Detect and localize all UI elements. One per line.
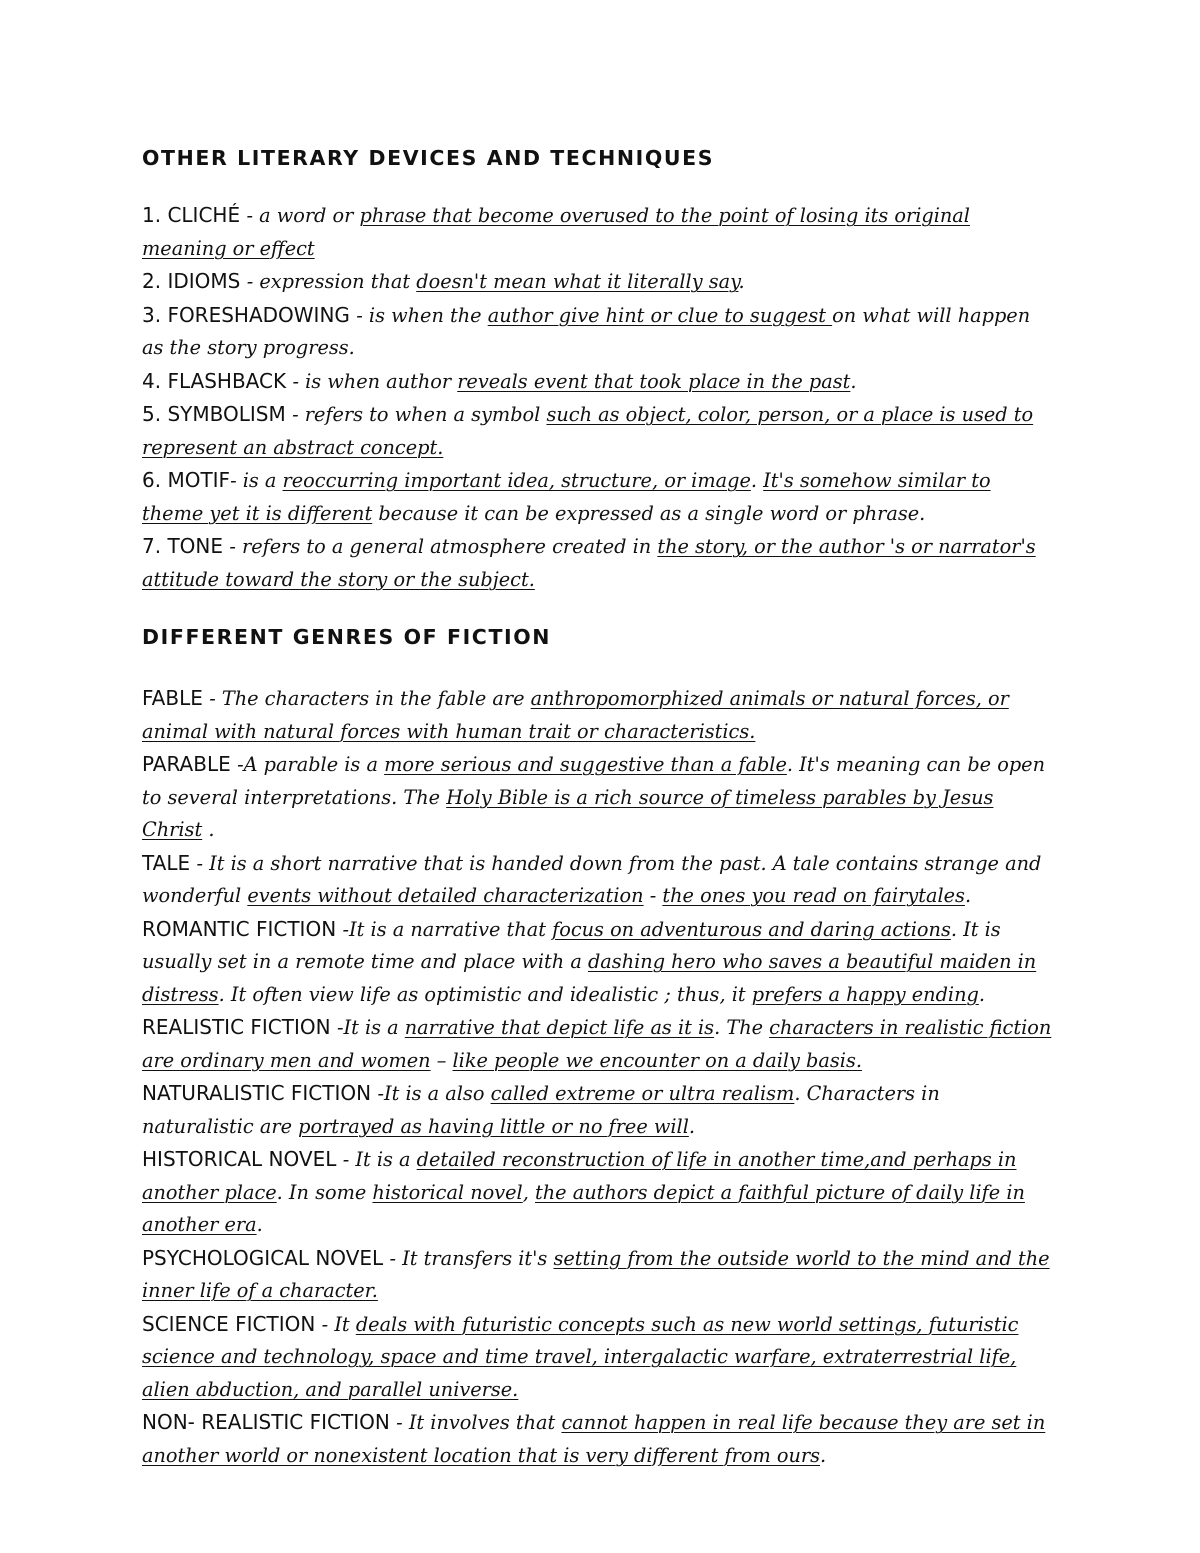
definition-text: - is when author — [292, 369, 458, 393]
underlined-text: author give hint or clue to suggest — [487, 303, 833, 327]
underlined-text: the story, or the author 's or narrator's attitude toward the story or the subject. — [142, 535, 1036, 591]
entry-tale — [142, 847, 1057, 913]
definition-text: - is a — [230, 469, 283, 492]
term-label: 1. CLICHÉ — [142, 203, 247, 227]
underlined-text: Holy Bible is a rich source of timeless parables by Jesus Christ — [142, 785, 994, 841]
term-label: SCIENCE FICTION — [142, 1311, 322, 1336]
definition-text: . It is usually set in a remote time and place with a — [142, 917, 1001, 973]
entry-tone — [142, 530, 1057, 596]
underlined-text: detailed reconstruction of life in another time,and perhaps in another place — [142, 1148, 1017, 1204]
underlined-text: more serious and suggestive than a fable — [384, 753, 787, 776]
underlined-text: anthropomorphized animals or natural forces, or animal with natural forces with human trait or characteristics. — [142, 687, 1009, 743]
definition-text: because it can be expressed as a single word or phrase. — [372, 501, 926, 525]
underlined-text: cannot happen in real life because they are set in another world or nonexistent location that is very different from ours — [142, 1411, 1046, 1467]
underlined-text: focus on adventurous and daring actions — [552, 917, 951, 941]
definition-text: - It is a — [342, 1148, 417, 1171]
definition-text: - It — [321, 1312, 356, 1336]
underlined-text: such as object, color, person, or a place is used to represent an abstract concept. — [142, 403, 1034, 459]
definition-text: . It's meaning can be open to several interpretations. The — [142, 753, 1046, 809]
definition-text: -A parable is a — [237, 753, 385, 776]
entry-science-fiction — [142, 1308, 1057, 1407]
term-label: FABLE — [142, 686, 210, 710]
definition-text: . — [202, 818, 215, 841]
definition-text: . — [978, 982, 985, 1006]
entry-foreshadowing — [142, 299, 1057, 365]
underlined-text: reveals event that took place in the past — [457, 369, 851, 393]
definition-text: . — [820, 1443, 827, 1467]
definition-text: - a word or — [246, 204, 360, 227]
definition-text: , — [522, 1180, 535, 1204]
term-label: 6. MOTIF — [142, 468, 231, 492]
term-label: REALISTIC FICTION — [142, 1015, 337, 1039]
definition-text: -It is a narrative that — [342, 917, 553, 941]
entry-fable — [142, 682, 1057, 748]
underlined-text: It's somehow similar to theme yet it is different — [142, 469, 991, 525]
underlined-text: dashing hero who saves a beautiful maiden in distress — [142, 950, 1037, 1006]
entry-realistic-fiction — [142, 1011, 1057, 1077]
underlined-text: prefers a happy ending — [751, 982, 979, 1006]
underlined-text: setting from the outside world to the mind and the inner life of a character. — [142, 1246, 1050, 1302]
underlined-text: deals with futuristic concepts such as new world settings, futuristic science and technology, space and time travel, intergalactic warfare, extraterrestrial life, alien abduction, and parallel universe. — [142, 1312, 1019, 1401]
underlined-text: doesn't mean what it literally say — [416, 270, 739, 293]
definition-text: . In some — [276, 1180, 373, 1204]
definition-text: - It is a short narrative that is handed down from the past. A tale contains strange and wonderful — [142, 851, 1042, 907]
entry-cliche — [142, 199, 1057, 265]
definition-text: – — [430, 1048, 453, 1072]
term-label: 3. FORESHADOWING — [142, 302, 357, 327]
entry-symbolism — [142, 398, 1057, 464]
underlined-text: characters in realistic fiction are ordinary men and women — [142, 1016, 1052, 1072]
definition-text: -It is a also — [377, 1082, 491, 1105]
definition-text: - expression that — [246, 270, 417, 293]
term-label: TALE — [142, 850, 197, 875]
underlined-text: the authors depict a faithful picture of daily life in another era — [142, 1180, 1025, 1236]
section-heading-genres-of-fiction: DIFFERENT GENRES OF FICTION — [142, 625, 552, 649]
document-page — [142, 140, 1057, 1472]
definition-text: - is when the — [356, 303, 488, 327]
entry-psychological-novel — [142, 1242, 1057, 1308]
definition-text: - refers to a general atmosphere created in — [229, 535, 658, 558]
term-label: 7. TONE — [142, 534, 230, 558]
underlined-text: the ones you read on fairytales — [662, 884, 965, 907]
underlined-text: events without detailed characterization — [247, 884, 644, 907]
entry-flashback — [142, 365, 1057, 399]
underlined-text: called extreme or ultra realism — [490, 1082, 795, 1105]
underlined-text: reoccurring important idea, structure, or image — [282, 469, 751, 492]
term-label: PSYCHOLOGICAL NOVEL — [142, 1245, 390, 1270]
underlined-text: narrative that depict life as it is — [404, 1016, 715, 1039]
entry-romantic-fiction — [142, 913, 1057, 1012]
underlined-text: historical novel — [372, 1180, 523, 1204]
term-label: 4. FLASHBACK — [142, 368, 293, 393]
definition-text: . Characters in naturalistic are — [142, 1082, 940, 1138]
definition-text: on what will happen as the story progress. — [142, 303, 1031, 359]
entry-idioms — [142, 265, 1057, 299]
underlined-text: like people we encounter on a daily basis. — [452, 1048, 862, 1072]
definition-text: - refers to when a symbol — [292, 403, 547, 426]
term-label: 5. SYMBOLISM — [142, 402, 293, 426]
section-heading-literary-devices: OTHER LITERARY DEVICES AND TECHNIQUES — [142, 146, 715, 170]
term-label: ROMANTIC FICTION — [142, 916, 343, 941]
entry-historical-novel — [142, 1143, 1057, 1242]
underlined-text: phrase that become overused to the point of losing its original meaning or effect — [142, 204, 970, 260]
entry-parable — [142, 748, 1057, 847]
definition-text: . It often view life as optimistic and idealistic ; thus, it — [218, 982, 752, 1006]
term-label: HISTORICAL NOVEL — [142, 1147, 343, 1171]
definition-text: . — [750, 469, 764, 492]
definition-text: - It transfers it's — [389, 1246, 554, 1270]
definition-text: . — [850, 369, 857, 393]
term-label: NON- REALISTIC FICTION — [142, 1410, 397, 1434]
underlined-text: portrayed as having little or no free will — [298, 1114, 689, 1138]
definition-text: - It involves that — [396, 1411, 562, 1434]
definition-text: . — [256, 1213, 263, 1236]
term-label: NATURALISTIC FICTION — [142, 1081, 378, 1105]
term-label: 2. IDIOMS — [142, 269, 247, 293]
definition-text: . The — [714, 1016, 770, 1039]
definition-text: - The characters in the fable are — [209, 687, 531, 710]
term-label: PARABLE — [142, 752, 238, 776]
definition-text: - — [643, 884, 663, 907]
entry-naturalistic-fiction — [142, 1077, 1057, 1143]
entry-non-realistic-fiction — [142, 1406, 1057, 1472]
definition-text: -It is a — [336, 1016, 405, 1039]
definition-text: . — [738, 270, 745, 293]
entry-motif — [142, 464, 1057, 530]
definition-text: . — [688, 1114, 696, 1138]
definition-text: . — [964, 884, 972, 907]
